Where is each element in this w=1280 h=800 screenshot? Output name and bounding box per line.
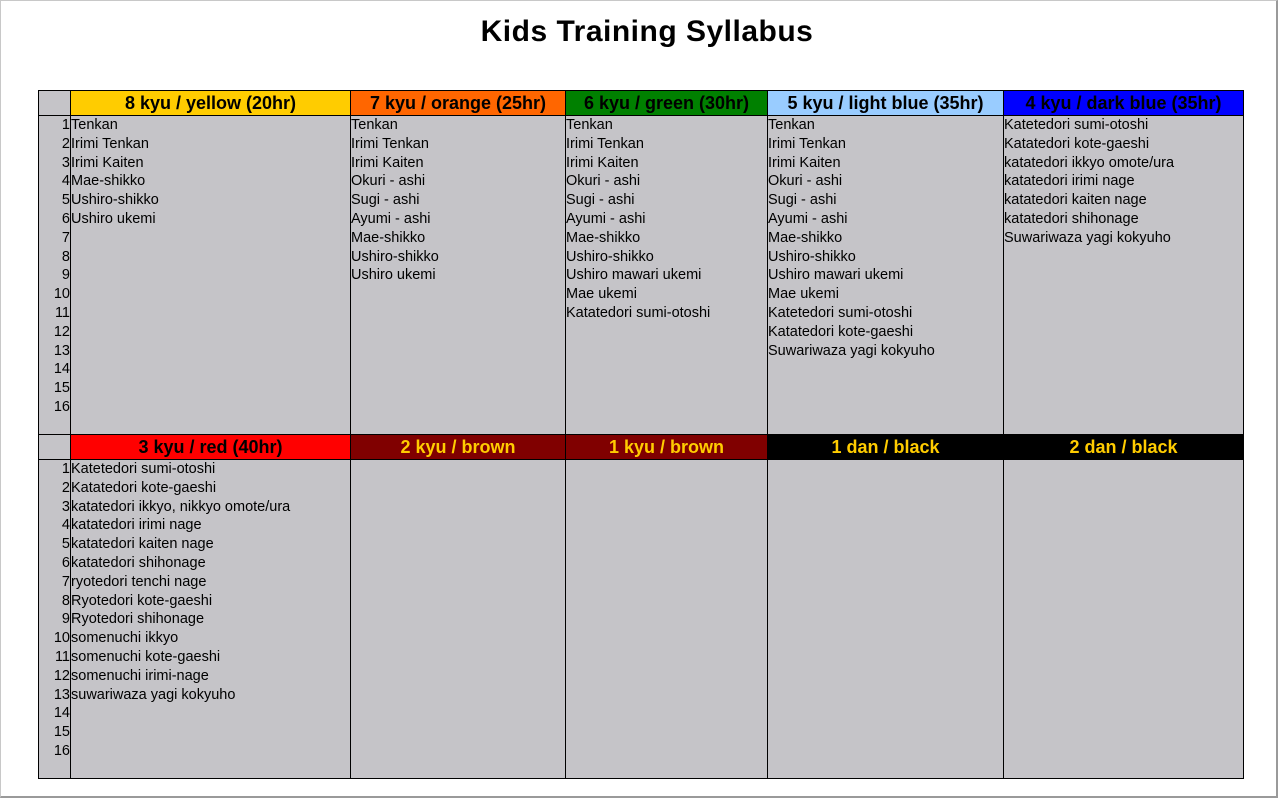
- technique-item: Ushiro ukemi: [351, 267, 436, 284]
- technique-list: [1004, 116, 1244, 435]
- technique-item: Ayumi - ashi: [768, 210, 848, 227]
- rank-header: 4 kyu / dark blue (35hr): [1004, 91, 1244, 116]
- syllabus-table: [38, 90, 1244, 779]
- row-number: 16: [53, 742, 70, 759]
- technique-list: [71, 460, 351, 779]
- technique-list: [351, 460, 566, 779]
- technique-item: Katatedori kote-gaeshi: [1004, 135, 1150, 152]
- technique-item: Mae-shikko: [566, 229, 641, 246]
- rank-header: 2 kyu / brown: [351, 435, 566, 460]
- technique-item: Katatedori kote-gaeshi: [71, 479, 217, 496]
- rank-header: 6 kyu / green (30hr): [566, 91, 768, 116]
- technique-item: Tenkan: [566, 117, 613, 133]
- technique-item: katatedori shihonage: [1004, 210, 1139, 227]
- technique-item: katatedori kaiten nage: [71, 536, 214, 553]
- technique-item: Mae ukemi: [768, 286, 839, 303]
- technique-item: Katatedori sumi-otoshi: [566, 304, 711, 321]
- technique-item: Suwariwaza yagi kokyuho: [1004, 229, 1171, 246]
- technique-item: Irimi Tenkan: [351, 135, 429, 152]
- row-number: 6: [61, 554, 70, 571]
- technique-item: Irimi Tenkan: [71, 135, 149, 152]
- row-number: 14: [53, 705, 70, 722]
- technique-item: somenuchi ikkyo: [71, 630, 179, 647]
- row-number: 9: [61, 267, 70, 284]
- rank-header: 5 kyu / light blue (35hr): [768, 91, 1004, 116]
- technique-item: Sugi - ashi: [566, 192, 635, 209]
- row-number: 13: [53, 342, 70, 359]
- technique-list: [71, 116, 351, 435]
- technique-item: katatedori ikkyo omote/ura: [1004, 154, 1175, 171]
- row-number: 10: [53, 286, 70, 303]
- technique-item: Irimi Kaiten: [768, 154, 841, 171]
- top-body-row: [39, 116, 1244, 435]
- row-number: 12: [53, 667, 70, 684]
- technique-item: Okuri - ashi: [566, 173, 641, 190]
- technique-list: [1004, 460, 1244, 779]
- row-number: 10: [53, 630, 70, 647]
- header-corner: [39, 435, 71, 460]
- row-number: 7: [61, 229, 70, 246]
- technique-item: somenuchi irimi-nage: [71, 667, 209, 684]
- row-number: 15: [53, 724, 70, 741]
- row-number: 16: [53, 398, 70, 415]
- technique-item: Katetedori sumi-otoshi: [1004, 117, 1149, 133]
- technique-item: Katetedori sumi-otoshi: [71, 461, 216, 477]
- technique-item: Irimi Kaiten: [71, 154, 144, 171]
- technique-item: Irimi Tenkan: [566, 135, 644, 152]
- row-number: 5: [61, 192, 70, 209]
- row-number: 3: [61, 498, 70, 515]
- rank-header: 8 kyu / yellow (20hr): [71, 91, 351, 116]
- technique-item: Irimi Kaiten: [566, 154, 639, 171]
- row-number: 8: [61, 592, 70, 609]
- technique-item: katatedori kaiten nage: [1004, 192, 1147, 209]
- row-number: 14: [53, 361, 70, 378]
- rank-header: 3 kyu / red (40hr): [71, 435, 351, 460]
- row-number: 1: [61, 461, 70, 477]
- technique-item: Sugi - ashi: [351, 192, 420, 209]
- page-title: Kids Training Syllabus: [480, 15, 814, 48]
- technique-item: katatedori irimi nage: [1004, 173, 1135, 190]
- technique-item: Ayumi - ashi: [351, 210, 431, 227]
- row-number: 4: [61, 173, 70, 190]
- rank-header: 2 dan / black: [1004, 435, 1244, 460]
- technique-item: somenuchi kote-gaeshi: [71, 648, 221, 665]
- technique-item: Ushiro-shikko: [71, 192, 159, 209]
- top-header-row: [39, 91, 1244, 116]
- bottom-body-row: [39, 460, 1244, 779]
- row-number-column: [39, 116, 71, 435]
- row-number: 9: [61, 611, 70, 628]
- row-number: 13: [53, 686, 70, 703]
- technique-item: Ryotedori kote-gaeshi: [71, 592, 213, 609]
- technique-item: Tenkan: [71, 117, 118, 133]
- row-number: 4: [61, 517, 70, 534]
- bottom-header-row: [39, 435, 1244, 460]
- row-number: 8: [61, 248, 70, 265]
- technique-list: [768, 460, 1004, 779]
- technique-item: Mae-shikko: [351, 229, 426, 246]
- header-corner: [39, 91, 71, 116]
- rank-header: 1 kyu / brown: [566, 435, 768, 460]
- technique-item: Ayumi - ashi: [566, 210, 646, 227]
- technique-item: Okuri - ashi: [768, 173, 843, 190]
- technique-item: Ushiro mawari ukemi: [566, 267, 702, 284]
- technique-item: Katatedori kote-gaeshi: [768, 323, 914, 340]
- technique-item: katatedori shihonage: [71, 554, 206, 571]
- row-number: 11: [54, 648, 70, 665]
- row-number: 7: [61, 573, 70, 590]
- rank-header: 1 dan / black: [768, 435, 1004, 460]
- technique-item: Mae ukemi: [566, 286, 637, 303]
- technique-item: Ushiro ukemi: [71, 210, 156, 227]
- technique-item: katatedori irimi nage: [71, 517, 202, 534]
- technique-item: Suwariwaza yagi kokyuho: [768, 342, 935, 359]
- technique-list: [351, 116, 566, 435]
- technique-item: Ushiro mawari ukemi: [768, 267, 904, 284]
- technique-item: katatedori ikkyo, nikkyo omote/ura: [71, 498, 291, 515]
- technique-item: Tenkan: [351, 117, 398, 133]
- technique-item: Irimi Tenkan: [768, 135, 846, 152]
- technique-item: Mae-shikko: [71, 173, 146, 190]
- row-number: 2: [61, 135, 70, 152]
- row-number: 2: [61, 479, 70, 496]
- row-number: 1: [61, 117, 70, 133]
- technique-item: Ushiro-shikko: [566, 248, 654, 265]
- technique-item: Sugi - ashi: [768, 192, 837, 209]
- technique-list: [566, 116, 768, 435]
- row-number: 5: [61, 536, 70, 553]
- technique-item: Ryotedori shihonage: [71, 611, 205, 628]
- technique-item: Ushiro-shikko: [768, 248, 856, 265]
- technique-list: [768, 116, 1004, 435]
- technique-item: Ushiro-shikko: [351, 248, 439, 265]
- technique-item: ryotedori tenchi nage: [71, 573, 207, 590]
- row-number: 3: [61, 154, 70, 171]
- technique-item: suwariwaza yagi kokyuho: [71, 686, 236, 703]
- row-number: 15: [53, 380, 70, 397]
- technique-item: Mae-shikko: [768, 229, 843, 246]
- technique-item: Katetedori sumi-otoshi: [768, 304, 913, 321]
- technique-item: Irimi Kaiten: [351, 154, 424, 171]
- technique-list: [566, 460, 768, 779]
- row-number: 12: [53, 323, 70, 340]
- technique-item: Tenkan: [768, 117, 815, 133]
- row-number: 6: [61, 210, 70, 227]
- row-number-column: [39, 460, 71, 779]
- technique-item: Okuri - ashi: [351, 173, 426, 190]
- row-number: 11: [54, 304, 70, 321]
- rank-header: 7 kyu / orange (25hr): [351, 91, 566, 116]
